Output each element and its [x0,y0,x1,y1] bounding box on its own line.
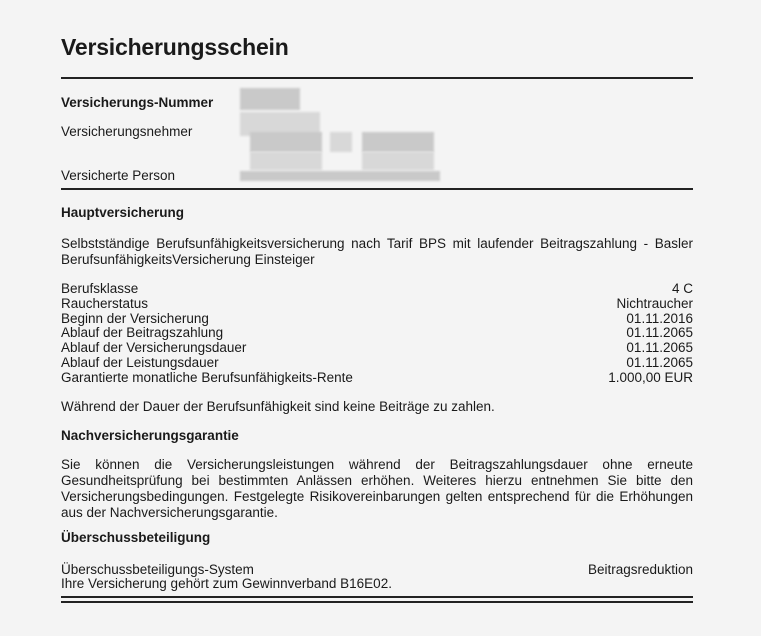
row-value: Beitragsreduktion [587,562,693,577]
guarantee-heading: Nachversicherungsgarantie [61,428,239,443]
policy-number-label: Versicherungs-Nummer [61,95,214,110]
premium-waiver-note: Während der Dauer der Berufsunfähigkeit sind keine Beiträge zu zahlen. [61,399,495,414]
detail-row-premium-end [61,325,693,340]
row-value: 01.11.2065 [626,355,693,370]
row-label: Ablauf der Versicherungsdauer [61,340,247,355]
detail-row-term-end [61,340,693,355]
surplus-system-row [61,562,693,577]
row-label: Raucherstatus [61,296,149,311]
row-label: Berufsklasse [61,281,139,296]
detail-row-start [61,311,693,326]
row-value: 1.000,00 EUR [608,370,693,385]
row-value: 01.11.2065 [626,340,693,355]
row-label: Ablauf der Leistungsdauer [61,355,219,370]
title-rule [61,77,693,79]
detail-row-occupational-class [61,281,693,296]
row-label: Beginn der Versicherung [61,311,209,326]
header-rule [61,188,693,190]
row-label: Überschussbeteiligungs-System [61,562,254,577]
document-title: Versicherungsschein [61,34,289,60]
row-label: Garantierte monatliche Berufsunfähigkeits-Rente [61,370,353,385]
row-value: 01.11.2016 [626,311,693,326]
footer-rule-bottom [61,601,693,603]
row-value: Nichtraucher [616,296,693,311]
row-value: 4 C [671,281,693,296]
main-insurance-heading: Hauptversicherung [61,205,185,220]
policyholder-label: Versicherungsnehmer [61,124,193,139]
row-label: Ablauf der Beitragszahlung [61,325,224,340]
detail-row-monthly-pension [61,370,693,385]
profit-group-note: Ihre Versicherung gehört zum Gewinnverband B16E02. [61,576,392,591]
surplus-heading: Überschussbeteiligung [61,530,211,545]
main-insurance-intro: Selbstständige Berufsunfähigkeitsversicherung nach Tarif BPS mit laufender Beitragszahlung - Basler BerufsunfähigkeitsVersicherung Einsteiger [61,236,693,267]
row-value: 01.11.2065 [626,325,693,340]
insured-person-label: Versicherte Person [61,168,176,183]
detail-row-smoker-status [61,296,693,311]
detail-row-benefit-end [61,355,693,370]
guarantee-text: Sie können die Versicherungsleistungen während der Beitragszahlungsdauer ohne erneute Gesundheitsprüfung bei bestimmten Anlässen erhöhen. Weiteres hierzu entnehmen Sie bitte den Versicherungsbedingungen. Festgelegte Risikovereinbarungen gelten entsprechend für die Erhöhungen aus der Nachversicherungsgarantie. [61,457,693,520]
footer-rule-top [61,596,693,598]
